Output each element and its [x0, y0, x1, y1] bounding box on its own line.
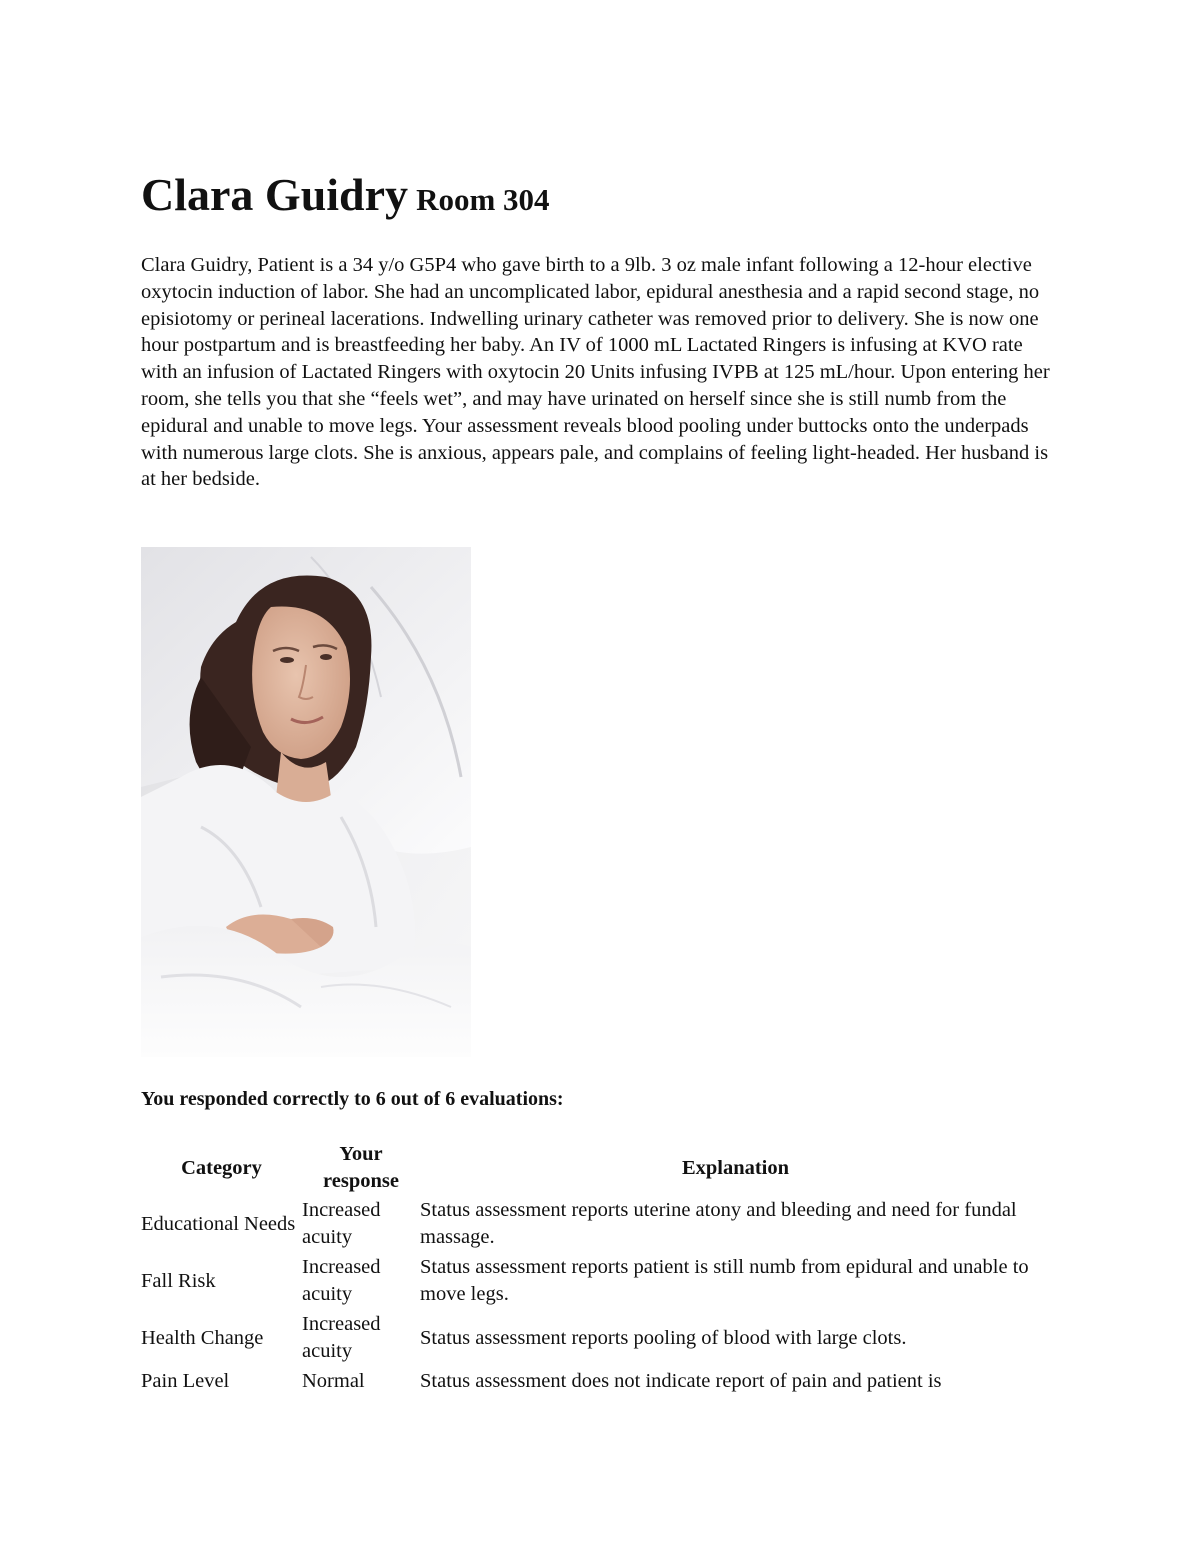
row-category: Pain Level	[141, 1370, 230, 1392]
header-explanation: Explanation	[681, 1156, 790, 1179]
row-response: Increased acuity	[302, 1256, 381, 1305]
row-response: Normal	[302, 1370, 365, 1392]
table-row	[141, 1254, 1051, 1311]
header-category: Category	[181, 1156, 262, 1179]
table-row	[141, 1197, 1051, 1254]
patient-in-bed-illustration	[141, 547, 471, 1057]
row-category: Fall Risk	[141, 1269, 216, 1292]
patient-narrative: Clara Guidry, Patient is a 34 y/o G5P4 who gave birth to a 9lb. 3 oz male infant following a 12-hour elective oxytocin induction of labor. She had an uncomplicated labor, epidural anesthesia and a rapid second stage, no episiotomy or perineal lacerations. Indwelling urinary catheter was removed prior to delivery. She is now one hour postpartum and is breastfeeding her baby. An IV of 1000 mL Lactated Ringers is infusing at KVO rate with an infusion of Lactated Ringers with oxytocin 20 Units infusing IVPB at 125 mL/hour. Upon entering her room, she tells you that she “feels wet”, and may have urinated on herself since she is still numb from the epidural and unable to move legs. Your assessment reveals blood pooling under buttocks onto the underpads with numerous large clots. She is anxious, appears pale, and complains of feeling light-headed. Her husband is at her bedside.	[141, 254, 1050, 491]
row-category: Health Change	[141, 1326, 264, 1349]
row-explanation: Status assessment reports pooling of blood with large clots.	[420, 1326, 907, 1349]
row-explanation: Status assessment does not indicate report of pain and patient is	[420, 1370, 942, 1392]
room-number: Room 304	[416, 182, 550, 217]
patient-photo	[141, 547, 471, 1057]
row-category: Educational Needs	[141, 1212, 296, 1235]
results-table	[141, 1141, 1051, 1398]
table-header-row	[141, 1141, 1051, 1197]
header-response: Your response	[323, 1143, 399, 1192]
row-response: Increased acuity	[302, 1199, 381, 1248]
patient-name: Clara Guidry	[141, 169, 409, 220]
table-row	[141, 1311, 1051, 1368]
row-explanation: Status assessment reports uterine atony and bleeding and need for fundal massage.	[420, 1199, 1017, 1248]
row-response: Increased acuity	[302, 1313, 381, 1362]
results-summary: You responded correctly to 6 out of 6 evaluations:	[141, 1088, 564, 1110]
row-explanation: Status assessment reports patient is still numb from epidural and unable to move legs.	[420, 1256, 1029, 1305]
page-title	[141, 169, 550, 220]
table-row	[141, 1368, 1051, 1398]
